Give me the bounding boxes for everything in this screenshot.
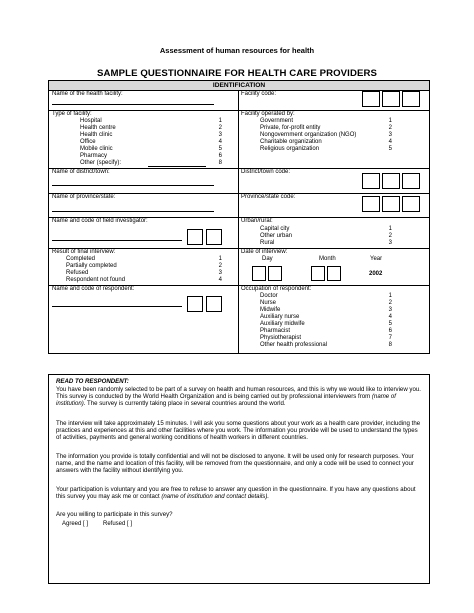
occupation-item-code[interactable]: 3 — [388, 307, 392, 313]
year-label: Year — [370, 256, 383, 262]
operator-item-label: Religious organization — [260, 146, 320, 152]
duration-paragraph: The interview will take approximately 15 minutes. I will ask you some questions about your work as a health care provider, including the practices and experiences at this and other facilities where you work. The information you provide will be used to understand the types of activities, payments and general working conditions of health workers in different countries. — [56, 420, 421, 442]
urban-rural-item-label: Rural — [260, 240, 275, 246]
facility-type-item-label: Other (specify): — [80, 160, 122, 166]
respondent-label: Name and code of respondent: — [52, 286, 135, 292]
investigator-field[interactable] — [52, 240, 182, 241]
identification-heading: IDENTIFICATION — [49, 81, 429, 91]
operator-item-label: Charitable organization — [260, 139, 322, 145]
facility-type-item-label: Hospital — [80, 118, 102, 124]
urban-rural-item-label: Capital city — [260, 226, 290, 232]
document-title: SAMPLE QUESTIONNAIRE FOR HEALTH CARE PROVIDERS — [97, 68, 377, 79]
month-box-1[interactable] — [311, 266, 325, 281]
occupation-item-code[interactable]: 7 — [388, 335, 392, 341]
occupation-item-label: Nurse — [260, 300, 277, 306]
facility-type-item-label: Health centre — [80, 125, 116, 131]
facility-type-item-code[interactable]: 4 — [218, 139, 222, 145]
result-item-label: Completed — [66, 256, 96, 262]
investigator-label: Name and code of field investigator: — [52, 218, 148, 224]
month-box-2[interactable] — [327, 266, 341, 281]
day-box-1[interactable] — [252, 266, 266, 281]
facility-type-item-label: Pharmacy — [80, 153, 108, 159]
operator-item-label: Government — [260, 118, 294, 124]
urban-rural-item-code[interactable]: 3 — [388, 240, 392, 246]
day-label: Day — [262, 256, 273, 262]
result-item-label: Respondent not found — [66, 277, 126, 283]
province-code-label: Province/state code: — [241, 194, 296, 200]
facility-type-item-label: Mobile clinic — [80, 146, 113, 152]
urban-rural-label: Urban/rural: — [241, 218, 273, 224]
facility-type-label: Type of facility: — [52, 111, 92, 117]
consent-question: Are you willing to participate in this survey? — [56, 511, 173, 518]
result-item-code[interactable]: 3 — [218, 270, 222, 276]
facility-type-item-code[interactable]: 8 — [218, 160, 222, 166]
province-code-box-1[interactable] — [362, 196, 380, 212]
occupation-item-label: Midwife — [260, 307, 281, 313]
district-field[interactable] — [52, 185, 214, 186]
facility-type-item-code[interactable]: 3 — [218, 132, 222, 138]
result-item-code[interactable]: 2 — [218, 263, 222, 269]
province-label: Name of province/state: — [52, 194, 116, 200]
result-item-label: Partially completed — [66, 263, 117, 269]
day-box-2[interactable] — [268, 266, 282, 281]
operator-item-label: Nongovernment organization (NGO) — [260, 132, 357, 138]
facility-name-field[interactable] — [52, 104, 214, 105]
facility-type-item-code[interactable]: 5 — [218, 146, 222, 152]
occupation-item-code[interactable]: 4 — [388, 314, 392, 320]
occupation-item-label: Pharmacist — [260, 328, 291, 334]
facility-code-box-2[interactable] — [382, 91, 400, 107]
occupation-item-label: Auxiliary nurse — [260, 314, 300, 320]
facility-type-item-code[interactable]: 1 — [218, 118, 222, 124]
occupation-label: Occupation of respondent: — [241, 286, 312, 292]
investigator-code-box-2[interactable] — [206, 229, 222, 245]
operated-by-label: Facility operated by: — [241, 111, 295, 117]
read-heading: READ TO RESPONDENT: — [56, 378, 129, 385]
occupation-item-label: Other health professional — [260, 342, 328, 348]
urban-rural-item-code[interactable]: 2 — [388, 233, 392, 239]
facility-name-label: Name of the health facility: — [52, 91, 123, 97]
district-code-label: District/town code: — [241, 169, 291, 175]
urban-rural-item-label: Other urban — [260, 233, 293, 239]
refused-option[interactable]: Refused [ ] — [103, 521, 133, 527]
investigator-code-box-1[interactable] — [187, 229, 203, 245]
occupation-item-code[interactable]: 5 — [388, 321, 392, 327]
district-code-box-3[interactable] — [402, 173, 420, 189]
occupation-item-label: Doctor — [260, 293, 278, 299]
facility-type-item-label: Health clinic — [80, 132, 113, 138]
facility-code-box-3[interactable] — [402, 91, 420, 107]
result-label: Result of final interview: — [52, 249, 116, 255]
district-label: Name of district/town: — [52, 169, 110, 175]
date-label: Date of interview: — [241, 249, 288, 255]
facility-type-item-code[interactable]: 6 — [218, 153, 222, 159]
respondent-code-box-2[interactable] — [206, 296, 222, 312]
occupation-item-code[interactable]: 2 — [388, 300, 392, 306]
voluntary-paragraph: Your participation is voluntary and you are free to refuse to answer any question in the questionnaire. If you have any questions about this survey you may ask me or contact (name of institution and contact details). — [56, 486, 416, 501]
result-item-code[interactable]: 4 — [218, 277, 222, 283]
facility-type-item-label: Office — [80, 139, 96, 145]
province-code-box-2[interactable] — [382, 196, 400, 212]
intro-paragraph: You have been randomly selected to be part of a survey on health and human resources, and this is why we would like to interview you. This survey is conducted by the World Health Organization and is being carried out by professional interviewers from (name of institution). The survey is currently taking place in several countries around the world. — [56, 386, 421, 408]
other-specify-field[interactable] — [148, 166, 206, 167]
confidentiality-paragraph: The information you provide is totally confidential and will not be disclosed to anyone. It will be used only for research purposes. Your name, and the name and location of this facility, will be removed from the questionnaire, and only a code will be used to connect your answers with the facility without identifying you. — [56, 453, 414, 475]
occupation-item-code[interactable]: 8 — [388, 342, 392, 348]
result-item-code[interactable]: 1 — [218, 256, 222, 262]
facility-code-box-1[interactable] — [362, 91, 380, 107]
district-code-box-1[interactable] — [362, 173, 380, 189]
occupation-item-code[interactable]: 1 — [388, 293, 392, 299]
agreed-option[interactable]: Agreed [ ] — [62, 521, 89, 527]
respondent-field[interactable] — [52, 306, 182, 307]
operator-item-code[interactable]: 1 — [388, 118, 392, 124]
occupation-item-label: Auxiliary midwife — [260, 321, 305, 327]
operator-item-code[interactable]: 5 — [388, 146, 392, 152]
respondent-code-box-1[interactable] — [187, 296, 203, 312]
occupation-item-label: Physiotherapist — [260, 335, 302, 341]
province-code-box-3[interactable] — [402, 196, 420, 212]
urban-rural-item-code[interactable]: 1 — [388, 226, 392, 232]
operator-item-code[interactable]: 3 — [388, 132, 392, 138]
operator-item-label: Private, for-profit entity — [260, 125, 321, 131]
facility-type-item-code[interactable]: 2 — [218, 125, 222, 131]
document-header: Assessment of human resources for health — [159, 46, 315, 55]
row-divider — [49, 110, 429, 111]
district-code-box-2[interactable] — [382, 173, 400, 189]
operator-item-code[interactable]: 2 — [388, 125, 392, 131]
operator-item-code[interactable]: 4 — [388, 139, 392, 145]
result-item-label: Refused — [66, 270, 89, 276]
year-value: 2002 — [369, 271, 383, 277]
column-divider — [238, 90, 239, 354]
facility-code-label: Facility code: — [241, 91, 277, 97]
occupation-item-code[interactable]: 6 — [388, 328, 392, 334]
province-field[interactable] — [52, 211, 214, 212]
month-label: Month — [319, 256, 336, 262]
